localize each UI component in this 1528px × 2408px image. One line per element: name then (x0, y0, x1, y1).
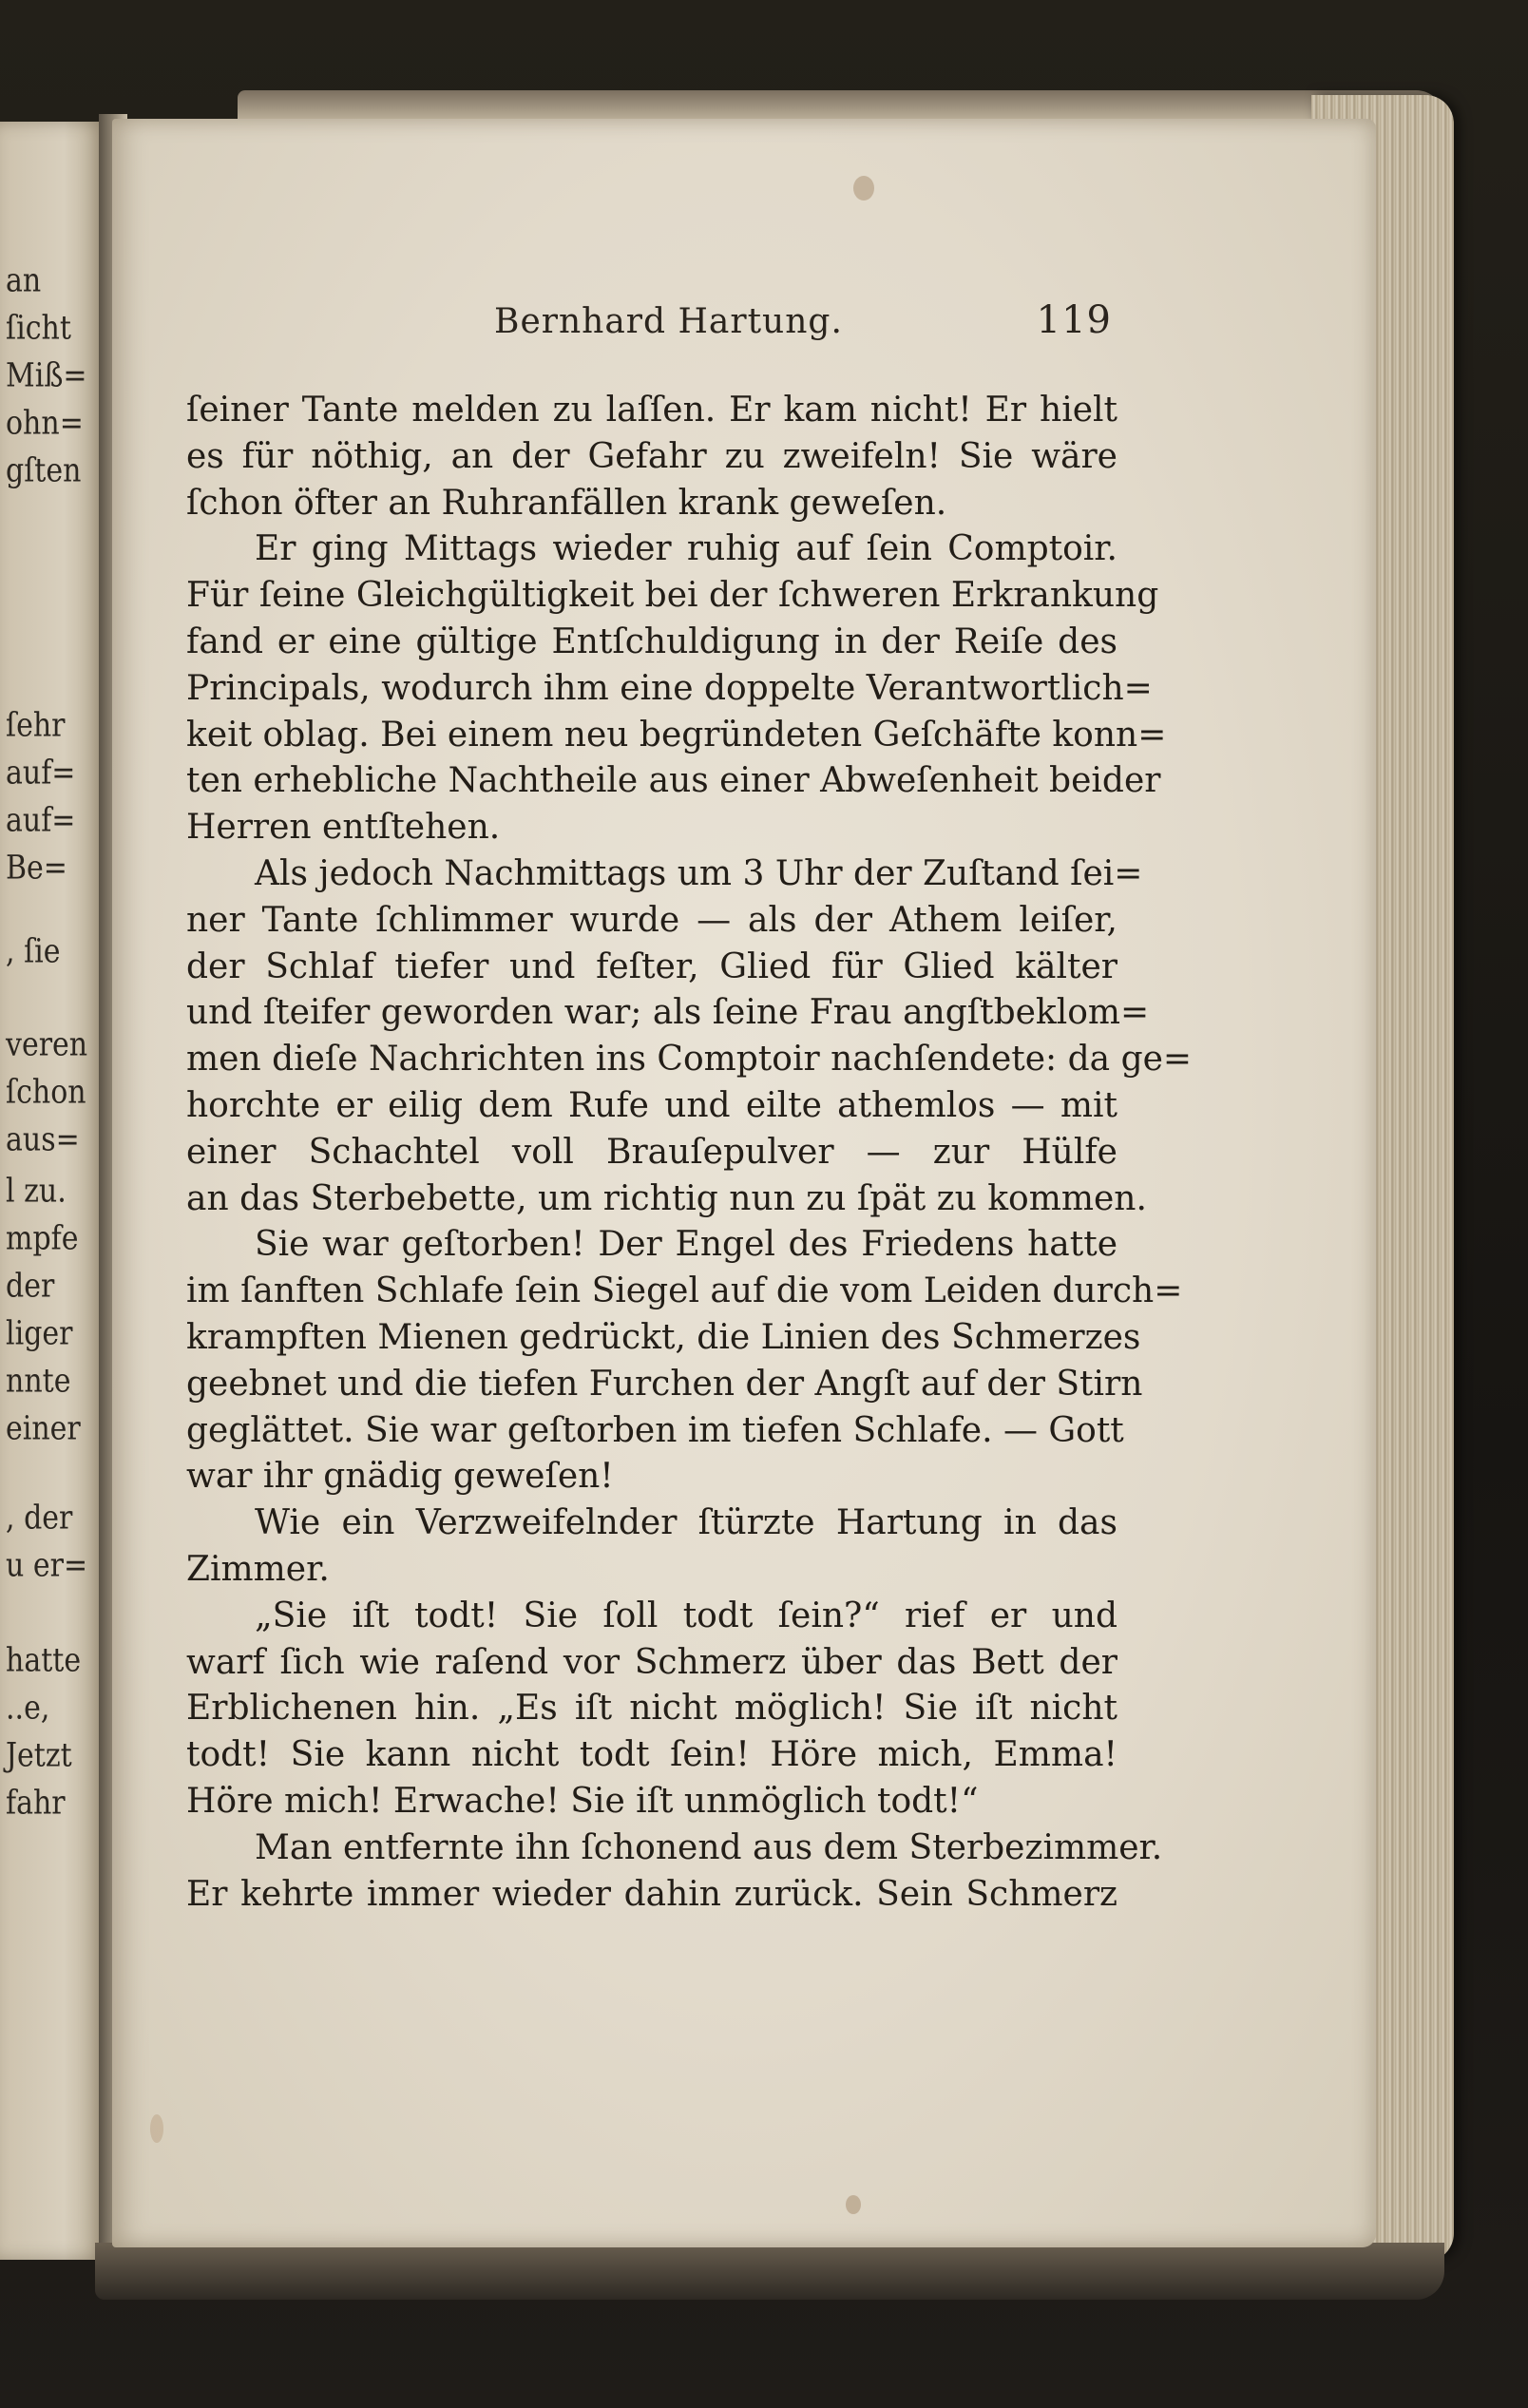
previous-page-text-fragment: , der (6, 1499, 73, 1538)
previous-page-text-fragment: einer (6, 1409, 81, 1448)
text-line: ner Tante ſchlimmer wurde — als der Athem leiſer, (186, 900, 1117, 940)
book-bottom-edge (95, 2243, 1444, 2300)
previous-page-text-fragment: Jetzt (6, 1736, 72, 1775)
page-body-text (186, 388, 1193, 1918)
text-line: Für ſeine Gleichgültigkeit bei der ſchweren Erkrankung (186, 576, 1159, 616)
text-line: Als jedoch Nachmittags um 3 Uhr der Zuſtand ſei= (255, 853, 1143, 893)
text-line: warf ſich wie raſend vor Schmerz über das Bett der (186, 1642, 1117, 1682)
previous-page-text-fragment: ſehr (6, 706, 66, 745)
previous-page-text-fragment: mpfe (6, 1219, 79, 1258)
previous-page-text-fragment: veren (6, 1025, 88, 1064)
text-line: Wie ein Verzweifelnder ſtürzte Hartung in das (255, 1503, 1117, 1543)
running-head: Bernhard Hartung. (494, 302, 843, 341)
text-line: fand er eine gültige Entſchuldigung in der Reiſe des (186, 621, 1117, 661)
text-line: es für nöthig, an der Gefahr zu zweifeln! Sie wäre (186, 436, 1117, 476)
text-line: Er ging Mittags wieder ruhig auf ſein Comptoir. (255, 529, 1117, 569)
text-line: Herren entſtehen. (186, 808, 501, 848)
text-line: Principals, wodurch ihm eine doppelte Verantwortlich= (186, 668, 1153, 708)
previous-page-text-fragment: ohn= (6, 404, 84, 443)
previous-page-text-fragment: fahr (6, 1784, 66, 1823)
text-line: ten erhebliche Nachtheile aus einer Abweſenheit beider (186, 761, 1161, 801)
previous-page-text-fragment: liger (6, 1314, 73, 1353)
previous-page-edge (0, 122, 106, 2260)
paper-spot (150, 2114, 163, 2143)
previous-page-text-fragment: gſten (6, 451, 82, 490)
text-line: men dieſe Nachrichten ins Comptoir nachſendete: da ge= (186, 1040, 1193, 1080)
previous-page-text-fragment: ..e, (6, 1689, 50, 1728)
previous-page-text-fragment: Miß= (6, 356, 87, 395)
page-header (190, 298, 1112, 350)
text-line: ſeiner Tante melden zu laſſen. Er kam nicht! Er hielt (186, 391, 1117, 430)
text-line: todt! Sie kann nicht todt ſein! Höre mich, Emma! (186, 1735, 1117, 1775)
previous-page-text-fragment: auf= (6, 801, 76, 840)
previous-page-text-fragment: hatte (6, 1641, 82, 1680)
previous-page-text-fragment: nnte (6, 1362, 71, 1401)
text-line: Sie war geſtorben! Der Engel des Friedens hatte (255, 1225, 1117, 1265)
previous-page-text-fragment: an (6, 261, 42, 300)
text-line: ſchon öfter an Ruhranfällen krank geweſen. (186, 483, 947, 523)
text-line: an das Sterbebette, um richtig nun zu ſpät zu kommen. (186, 1178, 1147, 1218)
text-line: einer Schachtel voll Brauſepulver — zur Hülfe (186, 1132, 1117, 1172)
paper-spot (846, 2195, 861, 2214)
page-number: 119 (1036, 298, 1112, 342)
text-line: krampften Mienen gedrückt, die Linien des Schmerzes (186, 1317, 1141, 1357)
text-line: war ihr gnädig geweſen! (186, 1457, 614, 1497)
previous-page-text-fragment: Be= (6, 849, 67, 888)
previous-page-text-fragment: auf= (6, 754, 76, 793)
text-line: Man entfernte ihn ſchonend aus dem Sterbezimmer. (255, 1827, 1163, 1867)
text-line: keit oblag. Bei einem neu begründeten Geſchäfte konn= (186, 715, 1167, 755)
text-line: Erblichenen hin. „Es iſt nicht möglich! Sie iſt nicht (186, 1689, 1117, 1729)
previous-page-text-fragment: aus= (6, 1120, 80, 1159)
text-line: horchte er eilig dem Rufe und eilte athemlos — mit (186, 1085, 1117, 1125)
previous-page-text-fragment: , ſie (6, 932, 61, 971)
text-line: „Sie iſt todt! Sie ſoll todt ſein?“ rief er und (255, 1596, 1117, 1635)
text-line: Höre mich! Erwache! Sie iſt unmöglich todt!“ (186, 1781, 979, 1821)
previous-page-text-fragment: l zu. (6, 1172, 67, 1211)
text-line: der Schlaf tiefer und feſter, Glied für Glied kälter (186, 946, 1117, 986)
text-line: Er kehrte immer wieder dahin zurück. Sein Schmerz (186, 1874, 1117, 1914)
paper-spot (853, 176, 874, 201)
page-block-top-edge (238, 90, 1444, 119)
text-line: und ſteifer geworden war; als ſeine Frau angſtbeklom= (186, 993, 1150, 1033)
previous-page-text-fragment: ſicht (6, 309, 71, 348)
previous-page-text-fragment: u er= (6, 1546, 88, 1585)
text-line: Zimmer. (186, 1549, 330, 1589)
text-line: geglättet. Sie war geſtorben im tiefen Schlafe. — Gott (186, 1410, 1124, 1450)
previous-page-text-fragment: der (6, 1267, 55, 1306)
text-line: geebnet und die tiefen Furchen der Angſt auf der Stirn (186, 1364, 1143, 1404)
text-line: im ſanften Schlafe ſein Siegel auf die vom Leiden durch= (186, 1271, 1183, 1311)
previous-page-text-fragment: ſchon (6, 1073, 86, 1112)
